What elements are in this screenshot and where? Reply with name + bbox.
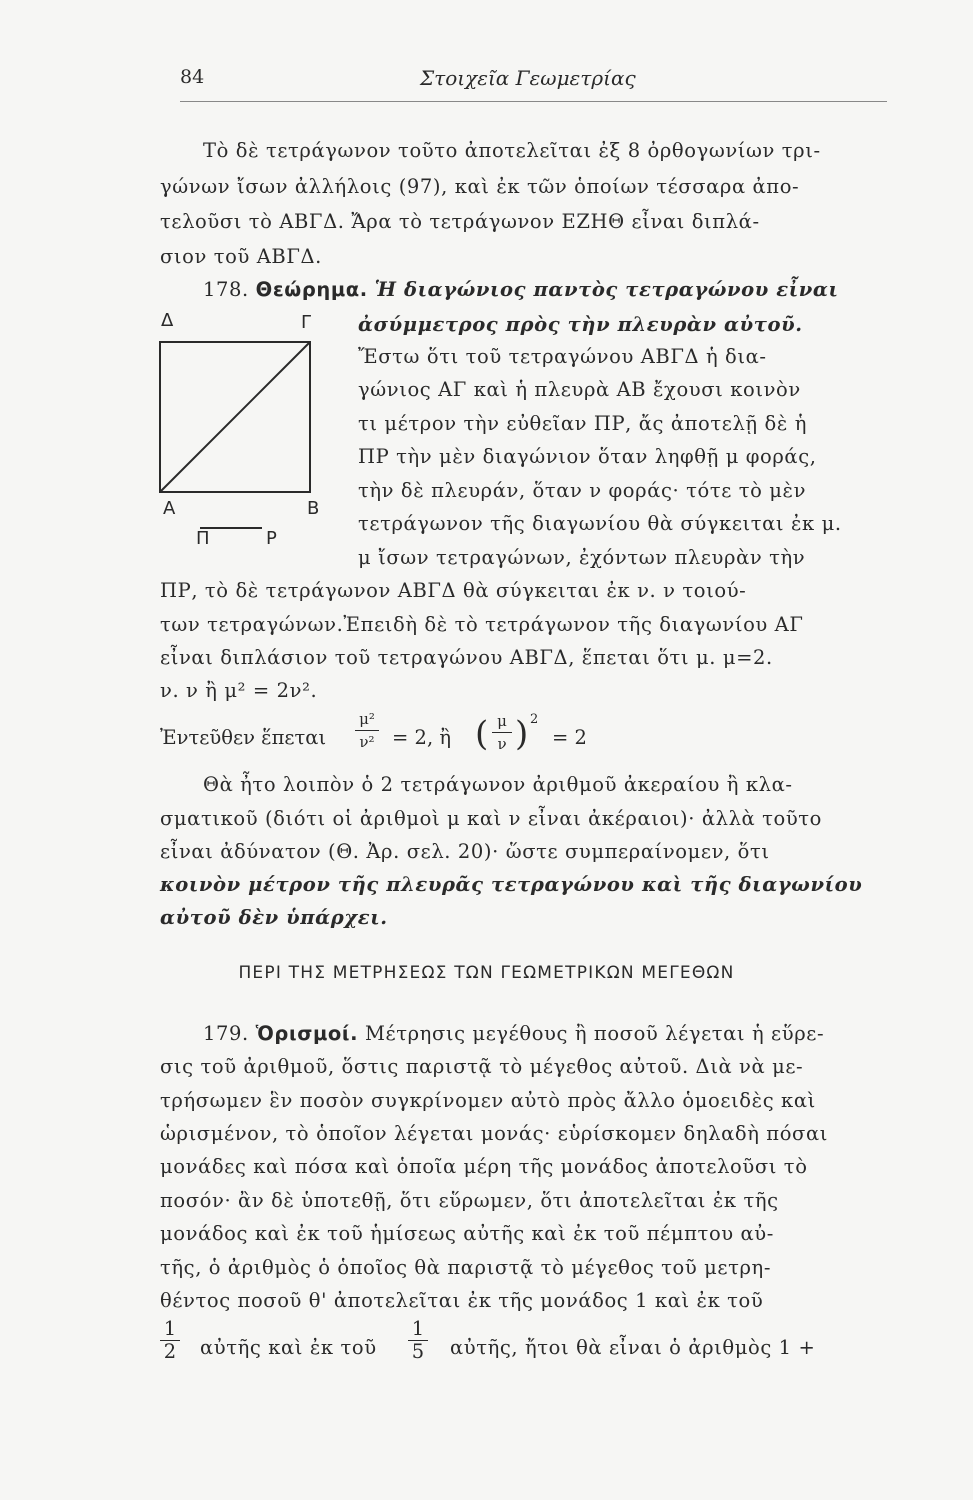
proof-line: Ἔστω ὅτι τοῦ τετραγώνου ΑΒΓΔ ἡ δια-	[358, 345, 767, 368]
formula-lead: Ἐντεῦθεν ἕπεται	[160, 726, 327, 749]
para1-line: γώνων ἴσων ἀλλήλοις (97), καὶ ἐκ τῶν ὁποίων τέσσαρα ἀπο-	[160, 175, 800, 198]
proof-line: των τετραγώνων.Ἐπειδὴ δὲ τὸ τετράγωνον τῆς διαγωνίου ΑΓ	[160, 613, 804, 636]
proof-line: ν. ν ἢ μ² = 2ν².	[160, 679, 318, 702]
proof-line: τι μέτρον τὴν εὐθεῖαν ΠΡ, ἄς ἀποτελῇ δὲ ἡ	[358, 412, 807, 435]
theorem-statement: Ἡ διαγώνιος παντὸς τετραγώνου εἶναι	[374, 278, 839, 301]
proof-line: τὴν δὲ πλευράν, ὅταν ν φοράς· τότε τὸ μὲν	[358, 479, 807, 502]
proof-line: τετράγωνον τῆς διαγωνίου θὰ σύγκειται ἐκ μ.	[358, 512, 842, 535]
proof-line: μ ἴσων τετραγώνων, ἐχόντων πλευρὰν τὴν	[358, 546, 806, 569]
definitions-line: ποσόν· ἂν δὲ ὑποτεθῇ, ὅτι εὕρωμεν, ὅτι ἀποτελεῖται ἐκ τῆς	[160, 1189, 779, 1212]
formula-line	[160, 708, 680, 768]
fraction-denominator: ν	[497, 735, 507, 753]
section-heading: ΠΕΡΙ ΤΗΣ ΜΕΤΡΗΣΕΩΣ ΤΩΝ ΓΕΩΜΕΤΡΙΚΩΝ ΜΕΓΕΘΩΝ	[238, 963, 735, 983]
definitions-line: σις τοῦ ἀριθμοῦ, ὅστις παριστᾷ τὸ μέγεθος αὐτοῦ. Διὰ νὰ με-	[160, 1055, 804, 1078]
fraction-one-fifth	[408, 1318, 428, 1363]
theorem-statement-cont: ἀσύμμετρος πρὸς τὴν πλευρὰν αὐτοῦ.	[358, 313, 803, 336]
proof-line: γώνιος ΑΓ καὶ ἡ πλευρὰ ΑΒ ἔχουσι κοινὸν	[358, 378, 801, 401]
definitions-line: θέντος ποσοῦ θ' ἀποτελεῖται ἐκ τῆς μονάδος 1 καὶ ἐκ τοῦ	[160, 1289, 764, 1312]
proof-line: ΠΡ τὴν μὲν διαγώνιον ὅταν ληφθῇ μ φοράς,	[358, 445, 817, 468]
paren-close: )	[515, 714, 529, 754]
definitions-title-line	[203, 1019, 824, 1049]
conclusion-bold-line: αὐτοῦ δὲν ὑπάρχει.	[160, 906, 388, 929]
fraction-one-half	[160, 1318, 180, 1363]
fraction-denominator: 5	[411, 1340, 425, 1363]
fraction-denominator: ν²	[359, 733, 375, 751]
fraction-bar	[492, 732, 512, 733]
formula-tail: = 2	[552, 726, 587, 749]
definitions-first-line: Μέτρησις μεγέθους ἢ ποσοῦ λέγεται ἡ εὕρε-	[364, 1022, 825, 1045]
proof-line: εἶναι διπλάσιον τοῦ τετραγώνου ΑΒΓΔ, ἕπεται ὅτι μ. μ=2.	[160, 646, 773, 669]
definitions-line: μονάδος καὶ ἐκ τοῦ ἡμίσεως αὐτῆς καὶ ἐκ τοῦ πέμπτου αὐ-	[160, 1222, 774, 1245]
para1-line: σιον τοῦ ΑΒΓΔ.	[160, 245, 322, 268]
theorem-label: Θεώρημα.	[255, 278, 368, 301]
fraction-mu2-over-nu2	[355, 710, 379, 751]
definitions-last-mid: αὐτῆς καὶ ἐκ τοῦ	[200, 1336, 377, 1359]
definitions-last-tail: αὐτῆς, ἤτοι θὰ εἶναι ὁ ἀριθμὸς 1 +	[450, 1336, 816, 1359]
label-gamma: Γ	[301, 312, 312, 333]
definitions-line: μονάδες καὶ πόσα καὶ ὁποῖα μέρη τῆς μονάδος ἀποτελοῦσι τὸ	[160, 1155, 808, 1178]
fraction-numerator: 1	[163, 1317, 177, 1340]
fraction-bar	[355, 730, 379, 731]
fraction-mu-over-nu	[492, 712, 512, 753]
conclusion-line: σματικοῦ (διότι οἱ ἀριθμοὶ μ καὶ ν εἶναι ἀκέραιοι)· ἀλλὰ τοῦτο	[160, 807, 823, 830]
label-rho: Ρ	[266, 528, 277, 549]
fraction-numerator: 1	[411, 1317, 425, 1340]
label-beta: Β	[307, 498, 320, 519]
fraction-numerator: μ	[497, 712, 507, 730]
page-header	[180, 66, 880, 96]
square-diagonal-figure	[150, 310, 350, 550]
definitions-line: τῆς, ὁ ἀριθμὸς ὁ ὁποῖος θὰ παριστᾷ τὸ μέγεθος τοῦ μετρη-	[160, 1256, 772, 1279]
label-pi: Π	[196, 528, 210, 549]
label-delta: Δ	[161, 310, 174, 331]
header-rule	[180, 101, 887, 102]
running-title: Στοιχεῖα Γεωμετρίας	[420, 66, 636, 90]
definitions-label: Ὁρισμοί.	[255, 1022, 359, 1045]
definitions-line: τρήσωμεν ἓν ποσὸν συγκρίνομεν αὐτὸ πρὸς ἄλλο ὁμοειδὲς καὶ	[160, 1089, 816, 1112]
conclusion-line: Θὰ ἦτο λοιπὸν ὁ 2 τετράγωνον ἀριθμοῦ ἀκεραίου ἢ κλα-	[203, 773, 793, 796]
paren-open: (	[475, 714, 489, 754]
formula-mid: = 2, ἢ	[392, 726, 452, 749]
para1-line: Τὸ δὲ τετράγωνον τοῦτο ἀποτελεῖται ἐξ 8 ὀρθογωνίων τρι-	[203, 139, 821, 162]
theorem-title-line	[203, 275, 839, 305]
label-alpha: Α	[163, 498, 176, 519]
fraction-numerator: μ²	[359, 710, 375, 728]
theorem-number: 178.	[203, 278, 249, 301]
conclusion-line: εἶναι ἀδύνατον (Θ. Ἀρ. σελ. 20)· ὥστε συμπεραίνομεν, ὅτι	[160, 840, 770, 863]
square-figure-svg	[150, 310, 350, 550]
diagonal-AG	[160, 342, 310, 492]
page-number: 84	[180, 66, 205, 88]
conclusion-bold-line: κοινὸν μέτρον τῆς πλευρᾶς τετραγώνου καὶ τῆς διαγωνίου	[160, 873, 863, 896]
definitions-line: ὡρισμένον, τὸ ὁποῖον λέγεται μονάς· εὑρίσκομεν δηλαδὴ πόσαι	[160, 1122, 828, 1145]
definitions-number: 179.	[203, 1022, 249, 1045]
para1-line: τελοῦσι τὸ ΑΒΓΔ. Ἄρα τὸ τετράγωνον ΕΖΗΘ εἶναι διπλά-	[160, 210, 760, 233]
formula-exponent: 2	[530, 712, 539, 727]
fraction-denominator: 2	[163, 1340, 177, 1363]
proof-line: ΠΡ, τὸ δὲ τετράγωνον ΑΒΓΔ θὰ σύγκειται ἐκ ν. ν τοιού-	[160, 579, 747, 602]
